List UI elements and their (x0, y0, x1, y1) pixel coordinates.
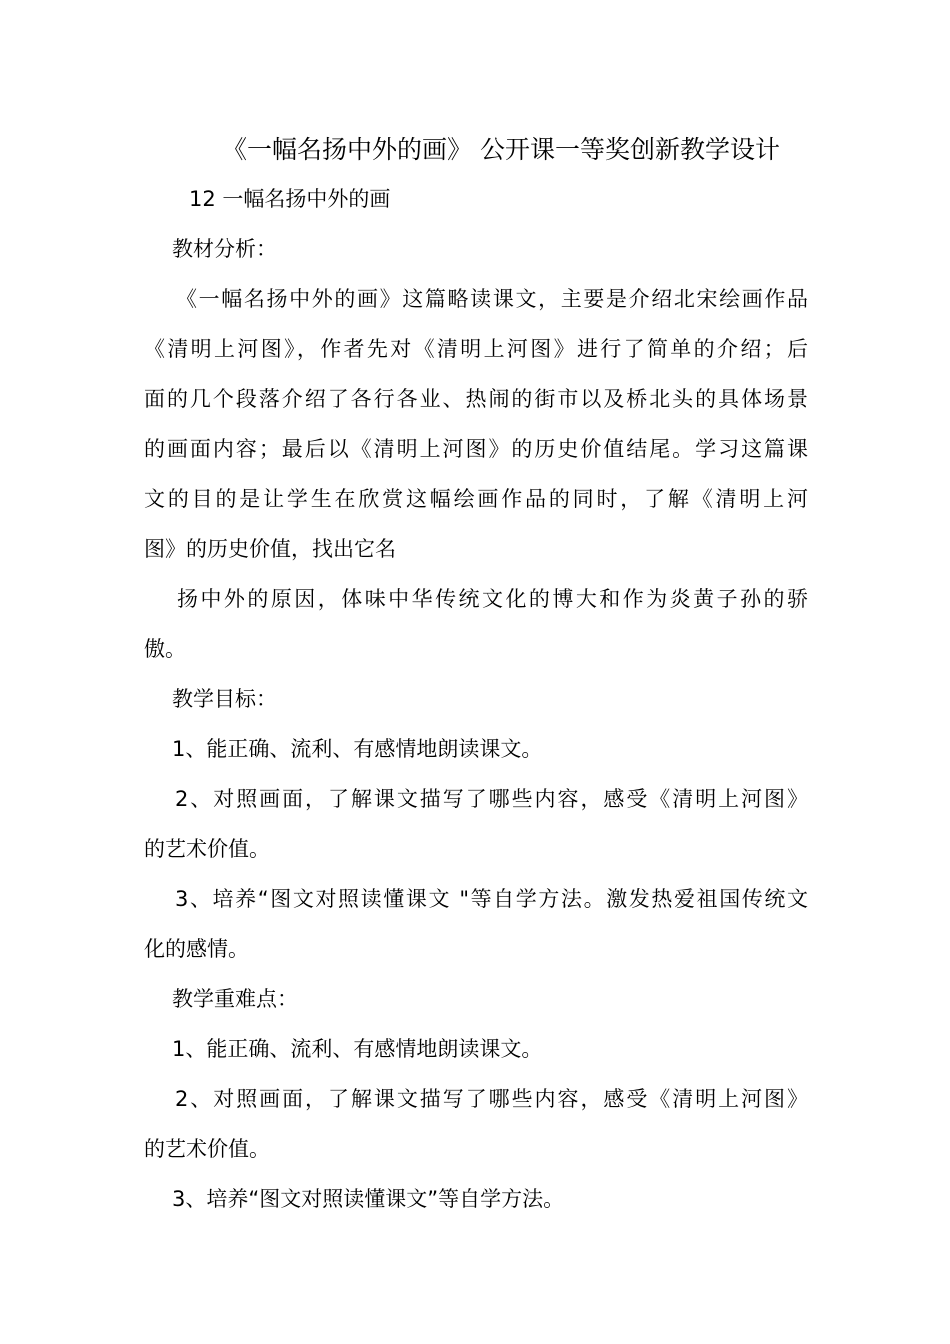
lesson-heading: 12 一幅名扬中外的画 (189, 187, 391, 211)
key-point-2-cont: 的艺术价值。 (144, 1137, 270, 1161)
goal-item-2-cont: 的艺术价值。 (144, 837, 270, 861)
document-title: 《一幅名扬中外的画》 公开课一等奖创新教学设计 (222, 135, 780, 164)
analysis-heading: 教材分析： (172, 237, 277, 261)
analysis-line: 文的目的是让学生在欣赏这幅绘画作品的同时，了解《清明上河 (144, 487, 808, 511)
goal-item-3: 3、培养“图文对照读懂课文 "等自学方法。激发热爱祖国传统文 (175, 887, 808, 911)
key-point-2: 2、对照画面，了解课文描写了哪些内容，感受《清明上河图》 (175, 1087, 808, 1111)
continuation-line: 扬中外的原因，体味中华传统文化的博大和作为炎黄子孙的骄 (177, 587, 808, 611)
goal-item-1: 1、能正确、流利、有感情地朗读课文。 (172, 737, 543, 761)
key-point-3: 3、培养“图文对照读懂课文”等自学方法。 (172, 1187, 565, 1211)
goal-item-3-cont: 化的感情。 (144, 937, 249, 961)
goal-item-2: 2、对照画面，了解课文描写了哪些内容，感受《清明上河图》 (175, 787, 808, 811)
key-point-1: 1、能正确、流利、有感情地朗读课文。 (172, 1037, 543, 1061)
key-points-heading: 教学重难点： (172, 987, 298, 1011)
analysis-line: 《一幅名扬中外的画》这篇略读课文，主要是介绍北宋绘画作品 (176, 287, 808, 311)
goals-heading: 教学目标： (172, 687, 277, 711)
analysis-line: 的画面内容；最后以《清明上河图》的历史价值结尾。学习这篇课 (144, 437, 808, 461)
analysis-line: 面的几个段落介绍了各行各业、热闹的街市以及桥北头的具体场景 (144, 387, 808, 411)
document-body (144, 174, 808, 1224)
analysis-line: 《清明上河图》，作者先对《清明上河图》进行了简单的介绍；后 (144, 337, 808, 361)
continuation-line: 傲。 (144, 637, 186, 661)
analysis-line: 图》的历史价值，找出它名 (144, 537, 396, 561)
